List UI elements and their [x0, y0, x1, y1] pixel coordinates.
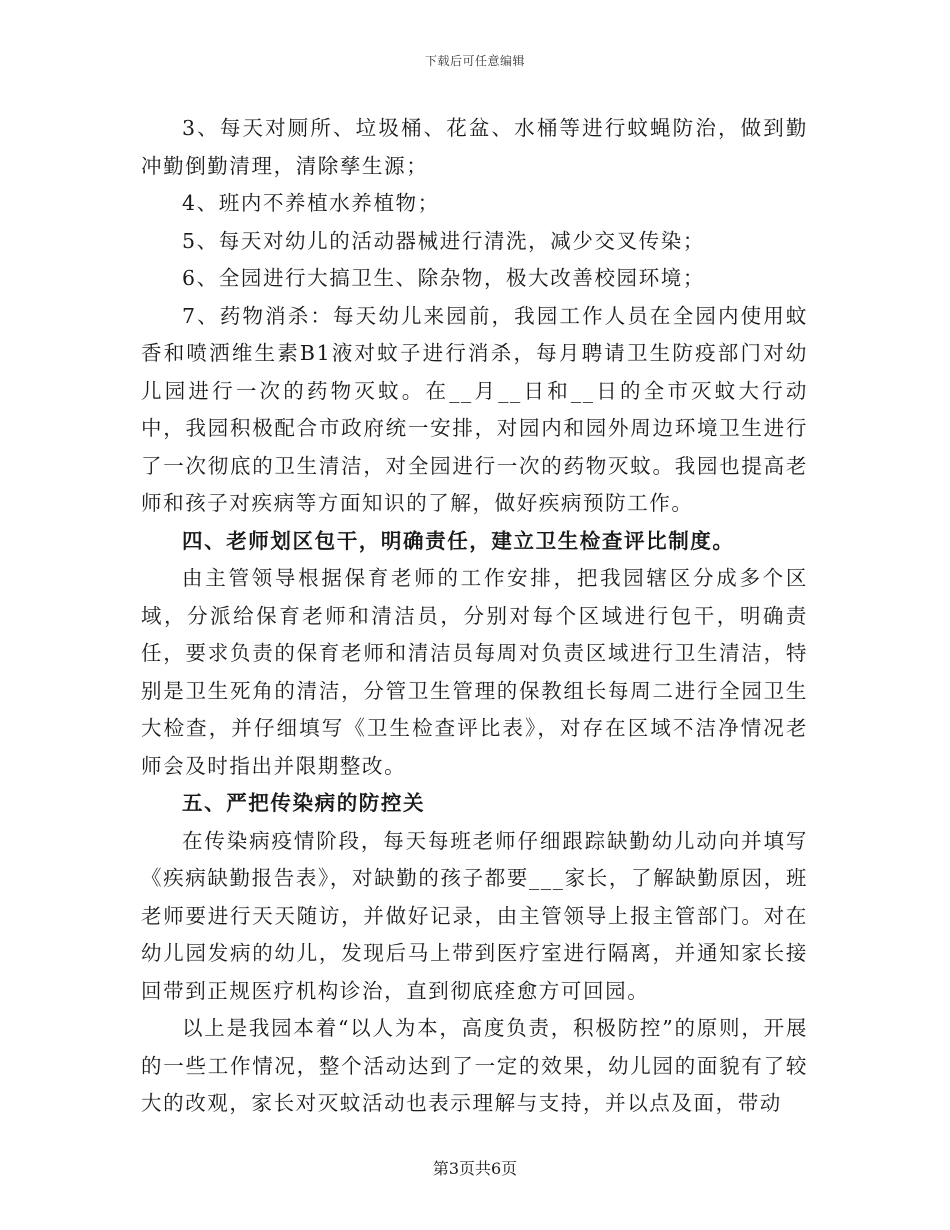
paragraph-item-3: 3、每天对厕所、垃圾桶、花盆、水桶等进行蚊蝇防治，做到勤冲勤倒勤清理，清除孳生源； — [141, 116, 808, 178]
page-header-note: 下载后可任意编辑 — [424, 54, 525, 68]
section-heading-5: 五、严把传染病的防控关 — [182, 791, 426, 815]
paragraph-section-4: 由主管领导根据保育老师的工作安排，把我园辖区分成多个区域，分派给保育老师和清洁员，分别对每个区域进行包干，明确责任，要求负责的保育老师和清洁员每周对负责区域进行卫生清洁，特别是卫生死角的清洁，分管卫生管理的保教组长每周二进行全园卫生大检查，并仔细填写《卫生检查评比表》，对存在区域不洁净情况老师会及时指出并限期整改。 — [141, 566, 808, 778]
document-body — [141, 110, 808, 1123]
paragraph-item-4: 4、班内不养植水养植物； — [182, 191, 440, 215]
paragraph-item-6: 6、全园进行大搞卫生、除杂物，极大改善校园环境； — [182, 266, 705, 290]
paragraph-item-7: 7、药物消杀：每天幼儿来园前，我园工作人员在全园内使用蚊香和喷洒维生素B1液对蚊子进行消杀，每月聘请卫生防疫部门对幼儿园进行一次的药物灭蚊。在__月__日和__日的全市灭蚊大行动中，我园积极配合市政府统一安排，对园内和园外周边环境卫生进行了一次彻底的卫生清洁，对全园进行一次的药物灭蚊。我园也提高老师和孩子对疾病等方面知识的了解，做好疾病预防工作。 — [141, 303, 808, 515]
page-number: 第3页共6页 — [432, 1159, 518, 1178]
paragraph-item-5: 5、每天对幼儿的活动器械进行清洗，减少交叉传染； — [182, 228, 705, 253]
paragraph-summary: 以上是我园本着“以人为本，高度负责，积极防控”的原则，开展的一些工作情况，整个活动达到了一定的效果，幼儿园的面貌有了较大的改观，家长对灭蚊活动也表示理解与支持，并以点及面，带动 — [141, 1016, 808, 1115]
paragraph-section-5: 在传染病疫情阶段，每天每班老师仔细跟踪缺勤幼儿动向并填写《疾病缺勤报告表》，对缺勤的孩子都要___家长，了解缺勤原因，班老师要进行天天随访，并做好记录，由主管领导上报主管部门。对在幼儿园发病的幼儿，发现后马上带到医疗室进行隔离，并通知家长接回带到正规医疗机构诊治，直到彻底痊愈方可回园。 — [141, 828, 808, 1003]
section-heading-4: 四、老师划区包干，明确责任，建立卫生检查评比制度。 — [182, 528, 735, 553]
